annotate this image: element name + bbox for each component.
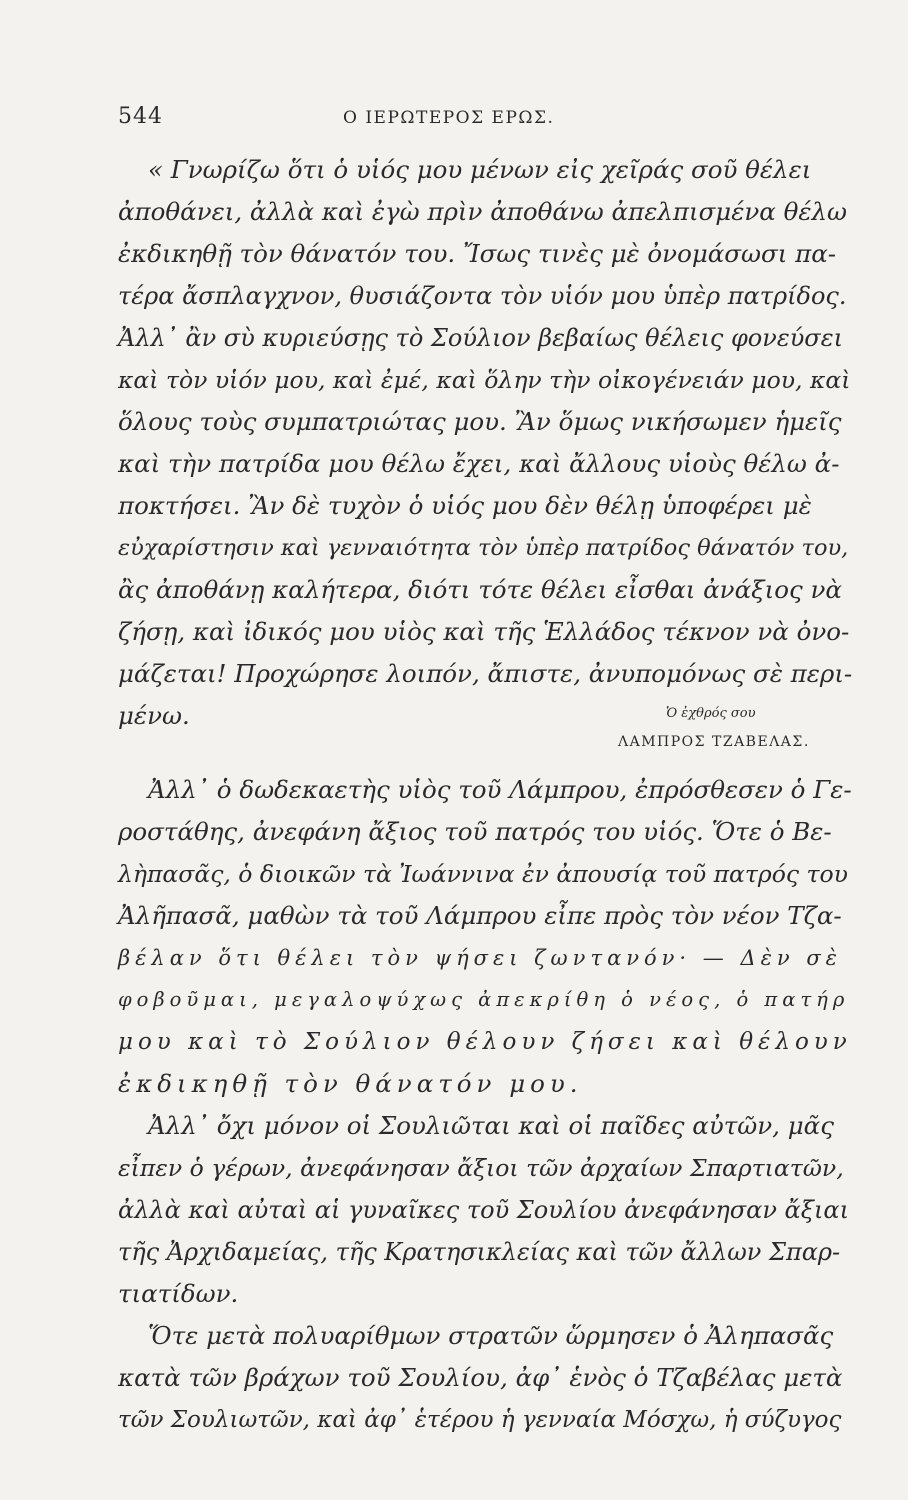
text-line: Ἀλῆπασᾶ, μαθὼν τὰ τοῦ Λάμπρου εἶπε πρὸς τὸν νέον Τζα- [118, 901, 842, 930]
text-line: ἀλλὰ καὶ αὐταὶ αἱ γυναῖκες τοῦ Σουλίου ἀνεφάνησαν ἄξιαι [118, 1196, 850, 1224]
text-line: μου καὶ τὸ Σούλιον θέλουν ζήσει καὶ θέλουν [118, 1029, 852, 1055]
text-line: « Γνωρίζω ὅτι ὁ υἱός μου μένων εἰς χεῖράς σοῦ θέλει [148, 155, 812, 184]
page-header [118, 104, 818, 138]
text-line: ζήσῃ, καὶ ἰδικός μου υἱὸς καὶ τῆς Ἑλλάδος τέκνον νὰ ὀνο- [118, 617, 850, 646]
running-title: Ο ΙΕΡΩΤΕΡΟΣ ΕΡΩΣ. [343, 108, 555, 128]
text-line: κατὰ τῶν βράχων τοῦ Σουλίου, ἀφ᾽ ἑνὸς ὁ Τζαβέλας μετὰ [118, 1363, 843, 1392]
text-line: καὶ τὸν υἱόν μου, καὶ ἐμέ, καὶ ὅλην τὴν οἰκογένειάν μου, καὶ [118, 366, 851, 394]
text-line: τῆς Ἀρχιδαμείας, τῆς Κρατησικλείας καὶ τῶν ἄλλων Σπαρ- [118, 1238, 841, 1266]
text-line: εἶπεν ὁ γέρων, ἀνεφάνησαν ἄξιοι τῶν ἀρχαίων Σπαρτιατῶν, [118, 1154, 844, 1182]
text-line: φοβοῦμαι, μεγαλοψύχως ἀπεκρίθη ὁ νέος, ὁ πατήρ [118, 988, 850, 1011]
text-line: Ἀλλ᾽ ὄχι μόνον οἱ Σουλιῶται καὶ οἱ παῖδες αὐτῶν, μᾶς [148, 1111, 834, 1140]
text-line: μένω. [118, 701, 190, 730]
text-line: μάζεται! Προχώρησε λοιπόν, ἄπιστε, ἀνυπομόνως σὲ περι- [118, 659, 853, 688]
text-line: τῶν Σουλιωτῶν, καὶ ἀφ᾽ ἑτέρου ἡ γενναία Μόσχω, ἡ σύζυγος [118, 1407, 842, 1433]
text-line: ἀποθάνει, ἀλλὰ καὶ ἐγὼ πρὶν ἀποθάνω ἀπελπισμένα θέλω [118, 197, 848, 226]
text-line: ἂς ἀποθάνῃ καλήτερα, διότι τότε θέλει εἶσθαι ἀνάξιος νὰ [118, 575, 842, 604]
text-line: Ὅτε μετὰ πολυαρίθμων στρατῶν ὥρμησεν ὁ Ἀληπασᾶς [148, 1321, 834, 1350]
text-line: Ἀλλ᾽ ὁ δωδεκαετὴς υἱὸς τοῦ Λάμπρου, ἐπρόσθεσεν ὁ Γε- [148, 775, 852, 804]
text-line: Ἀλλ᾽ ἂν σὺ κυριεύσῃς τὸ Σούλιον βεβαίως θέλεις φονεύσει [118, 324, 843, 352]
text-line: ἐκδικηθῇ τὸν θάνατόν του. Ἴσως τινὲς μὲ ὀνομάσωσι πα- [118, 239, 837, 268]
text-line: καὶ τὴν πατρίδα μου θέλω ἔχει, καὶ ἄλλους υἱοὺς θέλω ἀ- [118, 449, 840, 478]
text-line: εὐχαρίστησιν καὶ γενναιότητα τὸν ὑπὲρ πατρίδος θάνατόν του, [118, 535, 849, 561]
text-line: τέρα ἄσπλαγχνον, θυσιάζοντα τὸν υἱόν μου ὑπὲρ πατρίδος. [118, 282, 847, 310]
text-line: τιατίδων. [118, 1279, 239, 1308]
text-line: βέλαν ὅτι θέλει τὸν ψήσει ζωντανόν· — Δὲν σὲ [118, 946, 842, 970]
text-line: ποκτήσει. Ἂν δὲ τυχὸν ὁ υἱός μου δὲν θέλῃ ὑποφέρει μὲ [118, 491, 812, 520]
text-line: λὴπασᾶς, ὁ διοικῶν τὰ Ἰωάννινα ἐν ἀπουσίᾳ τοῦ πατρός του [118, 860, 848, 888]
page-number: 544 [118, 104, 163, 129]
signature-closing: Ὁ ἐχθρός σου [666, 706, 756, 721]
text-line: ἐκδικηθῇ τὸν θάνατόν μου. [118, 1069, 583, 1098]
text-line: ροστάθης, ἀνεφάνη ἄξιος τοῦ πατρός του υἱός. Ὅτε ὁ Βε- [118, 817, 832, 846]
signature-name: ΛΑΜΠΡΟΣ ΤΖΑΒΕΛΑΣ. [618, 734, 810, 750]
text-line: ὅλους τοὺς συμπατριώτας μου. Ἂν ὅμως νικήσωμεν ἡμεῖς [118, 407, 842, 436]
